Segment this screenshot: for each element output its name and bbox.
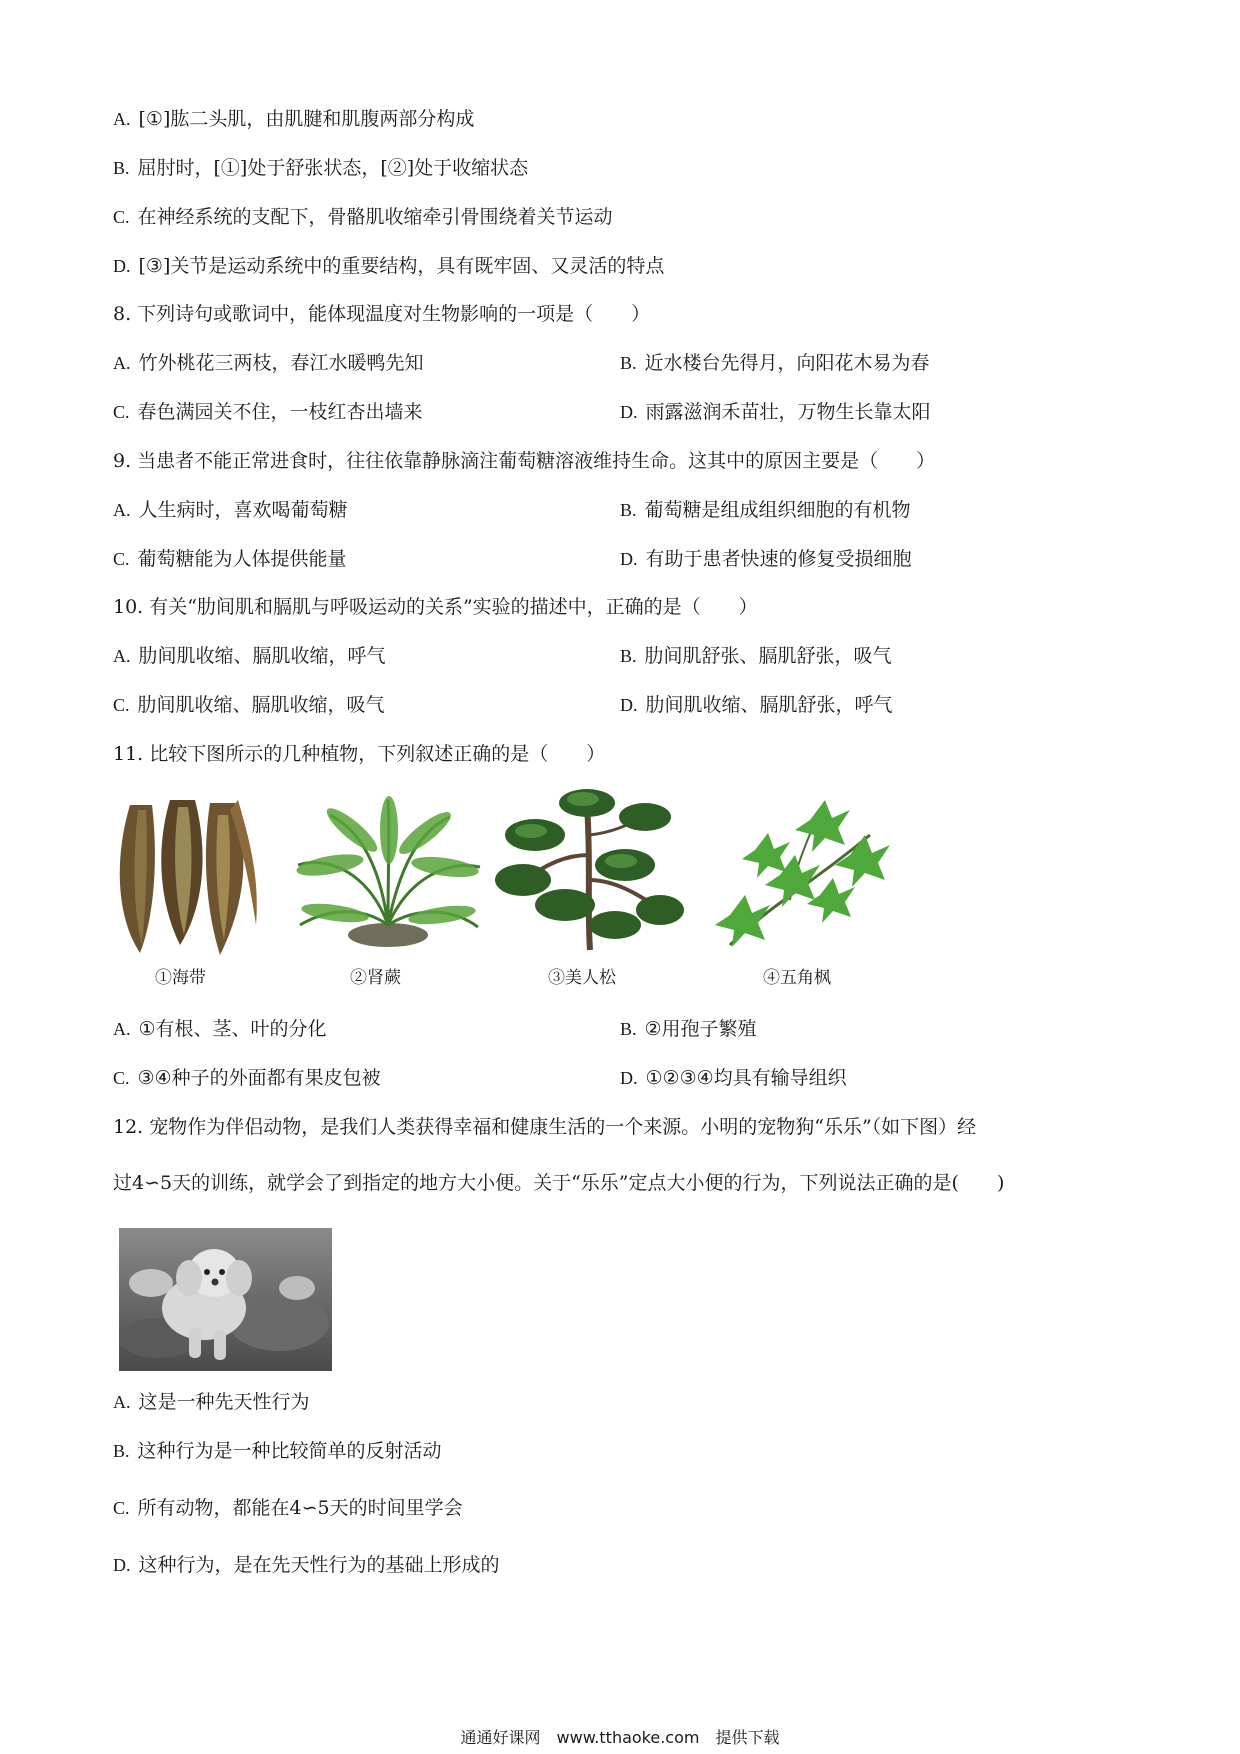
- q8-option-d: D. 雨露滋润禾苗壮，万物生长靠太阳: [620, 401, 931, 423]
- q11-stem: 11. 比较下图所示的几种植物，下列叙述正确的是（ ）: [113, 743, 606, 765]
- kelp-image: [110, 795, 270, 960]
- q12-stem-line-1: 12. 宠物作为伴侣动物，是我们人类获得幸福和健康生活的一个来源。小明的宠物狗“乐乐”（如下图）经: [113, 1116, 977, 1138]
- q12-option-c: C. 所有动物，都能在4∽5天的时间里学会: [113, 1497, 463, 1519]
- q10-option-a: A. 肋间肌收缩、膈肌收缩，呼气: [113, 645, 386, 667]
- q10-option-d: D. 肋间肌收缩、膈肌舒张，呼气: [620, 694, 893, 716]
- pine-image: [495, 785, 685, 955]
- fern-image: [290, 795, 485, 955]
- q11-option-a: A. ①有根、茎、叶的分化: [113, 1018, 327, 1040]
- q11-option-d: D. ①②③④均具有输导组织: [620, 1067, 847, 1089]
- q12-option-a: A. 这是一种先天性行为: [113, 1391, 310, 1413]
- page-footer: 通通好课网 www.tthaoke.com 提供下载: [460, 1728, 780, 1747]
- maple-image: [700, 795, 900, 960]
- q7-option-c: C. 在神经系统的支配下，骨骼肌收缩牵引骨围绕着关节运动: [113, 206, 613, 228]
- q8-option-a: A. 竹外桃花三两枝，春江水暖鸭先知: [113, 352, 424, 374]
- q8-option-c: C. 春色满园关不住，一枝红杏出墙来: [113, 401, 423, 423]
- caption-kelp: ①海带: [155, 968, 206, 988]
- q7-option-d: D. [③]关节是运动系统中的重要结构，具有既牢固、又灵活的特点: [113, 255, 665, 277]
- q9-option-d: D. 有助于患者快速的修复受损细胞: [620, 548, 912, 570]
- q8-stem: 8. 下列诗句或歌词中，能体现温度对生物影响的一项是（ ）: [113, 303, 651, 325]
- q9-stem: 9. 当患者不能正常进食时，往往依靠静脉滴注葡萄糖溶液维持生命。这其中的原因主要是（ ）: [113, 450, 936, 472]
- q10-option-b: B. 肋间肌舒张、膈肌舒张，吸气: [620, 645, 892, 667]
- q7-option-b: B. 屈肘时，[①]处于舒张状态，[②]处于收缩状态: [113, 157, 529, 179]
- q10-stem: 10. 有关“肋间肌和膈肌与呼吸运动的关系”实验的描述中，正确的是（ ）: [113, 596, 758, 618]
- caption-maple: ④五角枫: [763, 968, 831, 988]
- q12-option-b: B. 这种行为是一种比较简单的反射活动: [113, 1440, 442, 1462]
- q11-option-c: C. ③④种子的外面都有果皮包被: [113, 1067, 381, 1089]
- q9-option-b: B. 葡萄糖是组成组织细胞的有机物: [620, 499, 911, 521]
- q10-option-c: C. 肋间肌收缩、膈肌收缩，吸气: [113, 694, 385, 716]
- dog-photo: [119, 1228, 332, 1371]
- q9-option-a: A. 人生病时，喜欢喝葡萄糖: [113, 499, 348, 521]
- q12-option-d: D. 这种行为，是在先天性行为的基础上形成的: [113, 1554, 500, 1576]
- caption-pine: ③美人松: [548, 968, 616, 988]
- q8-option-b: B. 近水楼台先得月，向阳花木易为春: [620, 352, 930, 374]
- caption-fern: ②肾蕨: [350, 968, 401, 988]
- q12-stem-line-2: 过4∽5天的训练，就学会了到指定的地方大小便。关于“乐乐”定点大小便的行为，下列说法正确的是( ): [113, 1172, 1005, 1194]
- q11-option-b: B. ②用孢子繁殖: [620, 1018, 757, 1040]
- q7-option-a: A. [①]肱二头肌，由肌腱和肌腹两部分构成: [113, 108, 475, 130]
- q9-option-c: C. 葡萄糖能为人体提供能量: [113, 548, 347, 570]
